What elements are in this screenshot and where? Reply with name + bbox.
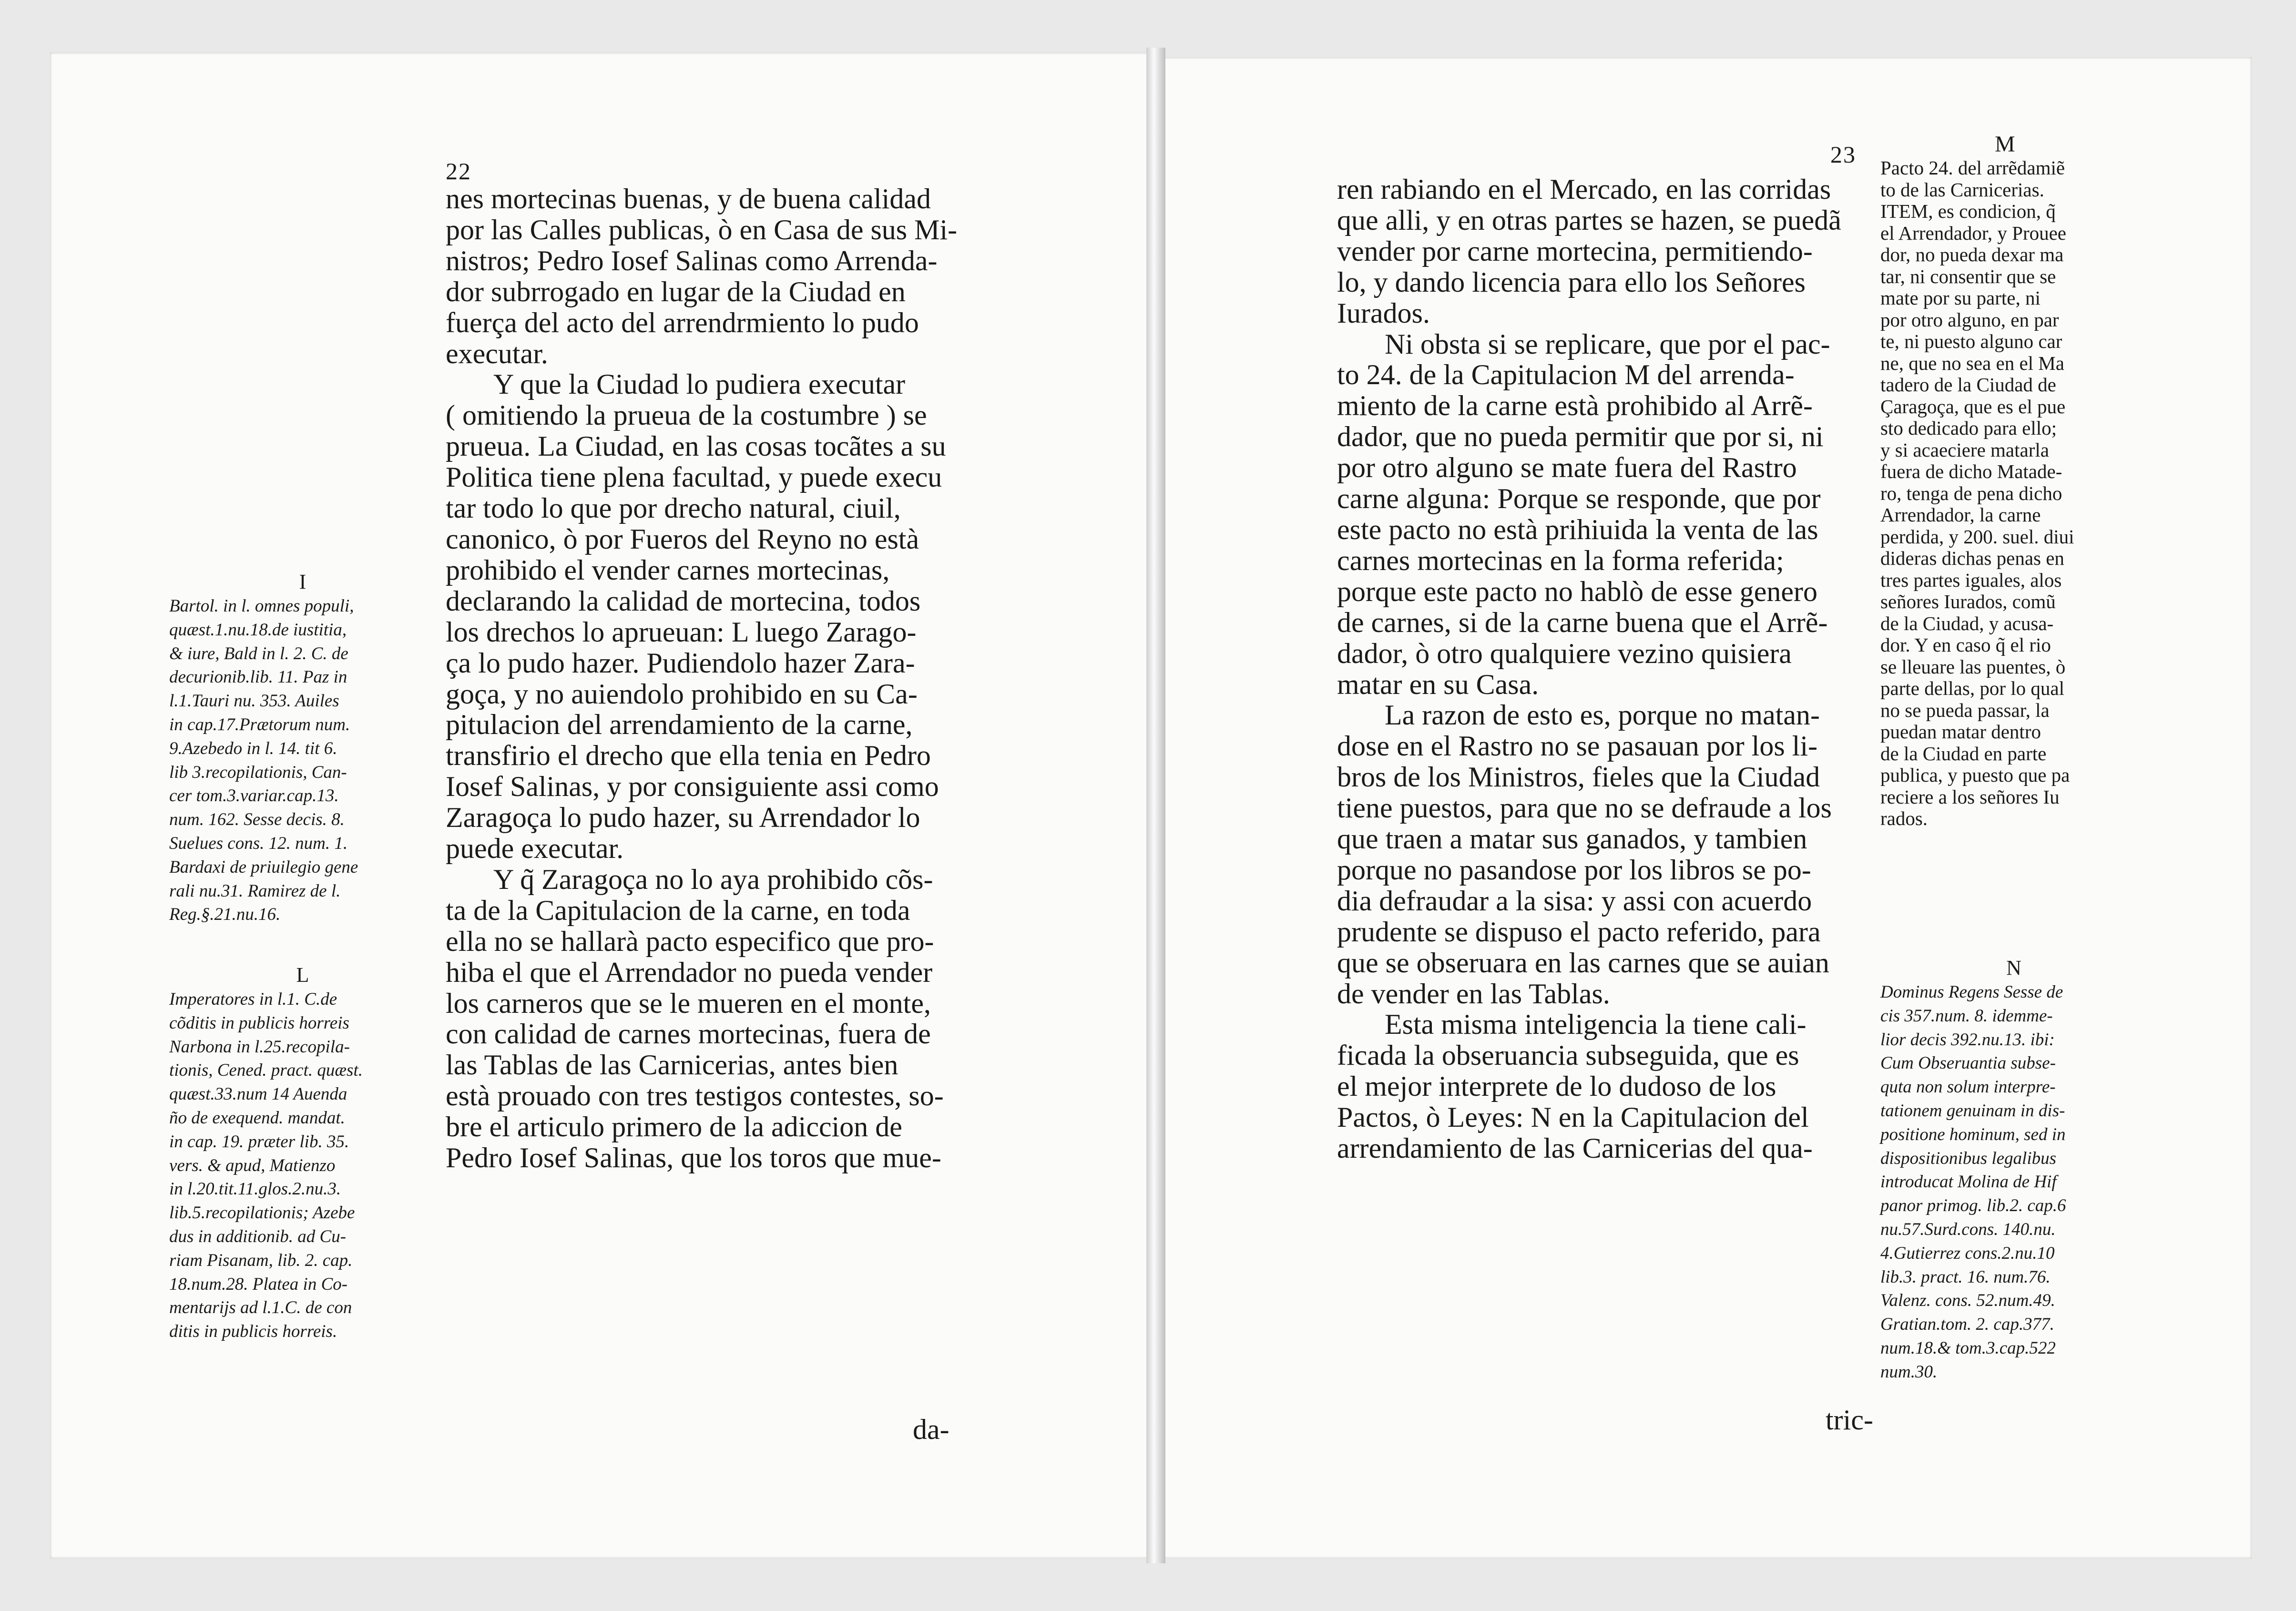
note-line: Çaragoça, que es el pue [1880,395,2066,418]
text-line: dador, que no pueda permitir que por si, ni [1337,421,1824,453]
note-line: no se pueda passar, la [1880,699,2050,721]
text-line: puede executar. [446,833,624,865]
note-line: Imperatores in l.1. C.de [169,989,337,1009]
note-line: Gratian.tom. 2. cap.377. [1880,1315,2054,1335]
note-line: ro, tenga de pena dicho [1880,482,2062,504]
note-line: por otro alguno, en par [1880,308,2059,331]
note-line: in l.20.tit.11.glos.2.nu.3. [169,1179,341,1199]
text-line: canonico, ò por Fueros del Reyno no està [446,523,919,555]
text-line: tar todo lo que por drecho natural, ciuil, [446,492,901,524]
note-line: puedan matar dentro [1880,721,2041,743]
text-line: las Tablas de las Carnicerias, antes bien [446,1049,898,1081]
note-line: mentarijs ad l.1.C. de con [169,1298,352,1318]
note-line: el Arrendador, y Prouee [1880,222,2067,244]
text-line: de carnes, si de la carne buena que el Arrẽ- [1337,606,1828,638]
text-line: està prouado con tres testigos contestes, so- [446,1080,944,1112]
text-line: vender por carne mortecina, permitiendo- [1337,235,1813,267]
note-line: ditis in publicis horreis. [169,1322,337,1342]
right-marginal-note-M [1880,157,2138,830]
left-catchword: da- [913,1414,949,1445]
text-line: que traen a matar sus ganados, y tambien [1337,823,1807,855]
note-line: dideras dichas penas en [1880,547,2064,569]
note-line: dispositionibus legalibus [1880,1148,2057,1168]
note-line: introducat Molina de Hif [1880,1172,2057,1192]
note-line: l.1.Tauri nu. 353. Auiles [169,691,339,711]
note-line: tationem genuinam in dis- [1880,1101,2065,1121]
note-line: Valenz. cons. 52.num.49. [1880,1291,2055,1311]
note-line: num.30. [1880,1362,1938,1382]
note-letter: I [299,570,306,593]
note-line: cer tom.3.variar.cap.13. [169,786,339,806]
text-line: dor subrrogado en lugar de la Ciudad en [446,275,906,307]
note-line: rados. [1880,807,1928,829]
note-line: Bartol. in l. omnes populi, [169,596,354,616]
text-line: los carneros que se le mueren en el monte, [446,987,931,1019]
note-line: Pacto 24. del arrẽdamiẽ [1880,157,2065,179]
text-line: porque este pacto no hablò de esse genero [1337,575,1817,607]
right-catchword: tric- [1826,1404,1873,1436]
text-line: to 24. de la Capitulacion M del arrenda- [1337,359,1795,391]
note-line: Suelues cons. 12. num. 1. [169,833,348,853]
text-line: Politica tiene plena facultad, y puede execu [446,461,942,493]
text-line: dose en el Rastro no se pasauan por los li- [1337,730,1818,762]
right-marginal-note-N [1880,956,2147,1384]
book-gutter [1146,48,1165,1563]
right-signature-mark: M [1995,132,2015,157]
note-line: in cap. 19. præter lib. 35. [169,1132,349,1152]
text-line: dia defraudar a la sisa: y assi con acuerdo [1337,885,1812,917]
note-line: tadero de la Ciudad de [1880,374,2056,396]
text-line: ficada la obseruancia subseguida, que es [1337,1040,1799,1071]
note-line: riam Pisanam, lib. 2. cap. [169,1250,353,1270]
note-line: lior decis 392.nu.13. ibi: [1880,1030,2055,1050]
right-body-text [1337,174,1876,1164]
text-line: Y que la Ciudad lo pudiera executar [493,368,906,400]
note-line: cis 357.num. 8. idemme- [1880,1006,2053,1026]
text-line: los drechos lo aprueuan: L luego Zarago- [446,616,917,648]
note-line: y si acaeciere matarla [1880,438,2049,461]
note-line: perdida, y 200. suel. diui [1880,525,2074,548]
text-line: con calidad de carnes mortecinas, fuera de [446,1018,931,1050]
text-line: prohibido el vender carnes mortecinas, [446,554,890,586]
note-line: vers. & apud, Matienzo [169,1155,336,1175]
note-line: sto dedicado para ello; [1880,417,2057,439]
left-page-number: 22 [446,158,471,184]
text-line: bre el articulo primero de la adiccion de [446,1111,902,1143]
text-line: este pacto no està prihiuida la venta de las [1337,513,1818,545]
text-line: hiba el que el Arrendador no pueda vender [446,956,933,988]
text-line: tiene puestos, para que no se defraude a los [1337,792,1832,824]
note-line: señores Iurados, comũ [1880,591,2056,612]
note-line: ITEM, es condicion, q̃ [1880,200,2056,222]
text-line: nistros; Pedro Iosef Salinas como Arrenda- [446,245,938,276]
text-line: prueua. La Ciudad, en las cosas tocãtes a su [446,430,946,462]
text-line: Ni obsta si se replicare, que por el pac- [1385,328,1830,360]
text-line: ta de la Capitulacion de la carne, en toda [446,894,910,926]
note-letter: N [2006,956,2021,979]
note-line: se lleuare las puentes, ò [1880,655,2066,678]
note-line: Narbona in l.25.recopila- [169,1037,350,1057]
note-line: Reg.§.21.nu.16. [169,905,281,925]
note-line: Arrendador, la carne [1880,504,2041,526]
note-line: quæst.1.nu.18.de iustitia, [169,620,347,640]
note-line: ño de exequend. mandat. [169,1108,345,1128]
note-line: tionis, Cened. pract. quæst. [169,1060,363,1081]
text-line: ren rabiando en el Mercado, en las corridas [1337,173,1831,205]
text-line: pitulacion del arrendamiento de la carne, [446,709,913,741]
note-line: rali nu.31. Ramirez de l. [169,881,341,901]
note-line: & iure, Bald in l. 2. C. de [169,643,348,663]
note-line: mate por su parte, ni [1880,287,2041,309]
text-line: dador, ò otro qualquiere vezino quisiera [1337,637,1792,669]
note-line: num.18.& tom.3.cap.522 [1880,1338,2056,1358]
text-line: el mejor interprete de lo dudoso de los [1337,1071,1776,1102]
text-line: goça, y no auiendolo prohibido en su Ca- [446,678,918,710]
note-line: ne, que no sea en el Ma [1880,352,2064,374]
note-line: fuera de dicho Matade- [1880,460,2062,482]
left-body-text [446,184,970,1173]
note-line: 4.Gutierrez cons.2.nu.10 [1880,1243,2055,1263]
left-marginal-note-I [169,570,436,927]
text-line: Iosef Salinas, y por consiguiente assi como [446,771,939,803]
text-line: porque no pasandose por los libros se po- [1337,854,1811,886]
note-line: dor, no pueda dexar ma [1880,244,2064,265]
note-letter: L [296,963,309,987]
note-line: Bardaxi de priuilegio gene [169,857,358,877]
note-line: panor primog. lib.2. cap.6 [1880,1196,2066,1216]
text-line: bros de los Ministros, fieles que la Ciudad [1337,761,1820,793]
right-page-number: 23 [1830,141,1856,168]
text-line: nes mortecinas buenas, y de buena calidad [446,183,931,214]
text-line: carne alguna: Porque se responde, que por [1337,483,1821,515]
note-line: dor. Y en caso q̃ el rio [1880,634,2051,656]
note-line: dus in additionib. ad Cu- [169,1226,347,1246]
note-line: tres partes iguales, alos [1880,569,2062,591]
note-line: cõditis in publicis horreis [169,1013,349,1033]
text-line: Esta misma inteligencia la tiene cali- [1385,1009,1806,1040]
text-line: carnes mortecinas en la forma referida; [1337,544,1784,576]
text-line: por las Calles publicas, ò en Casa de sus Mi- [446,214,958,245]
note-line: quæst.33.num 14 Auenda [169,1084,347,1104]
text-line: declarando la calidad de mortecina, todos [446,585,921,617]
note-line: te, ni puesto alguno car [1880,330,2062,352]
note-line: num. 162. Sesse decis. 8. [169,810,345,830]
left-marginal-note-L [169,963,436,1344]
text-line: executar. [446,337,548,369]
text-line: ça lo pudo hazer. Pudiendolo hazer Zara- [446,647,915,679]
text-line: Y q̃ Zaragoça no lo aya prohibido cõs- [493,863,933,895]
text-line: Pactos, ò Leyes: N en la Capitulacion del [1337,1101,1809,1133]
note-line: publica, y puesto que pa [1880,764,2070,786]
note-line: de la Ciudad, y acusa- [1880,612,2054,634]
text-line: transfirio el drecho que ella tenia en Pedro [446,740,931,772]
note-line: lib 3.recopilationis, Can- [169,762,347,782]
note-line: decurionib.lib. 11. Paz in [169,667,347,687]
note-line: in cap.17.Prætorum num. [169,714,350,734]
note-line: 9.Azebedo in l. 14. tit 6. [169,738,337,758]
note-line: Cum Obseruantia subse- [1880,1053,2056,1073]
text-line: Iurados. [1337,297,1430,329]
text-line: que se obseruara en las carnes que se auian [1337,947,1829,979]
text-line: de vender en las Tablas. [1337,978,1610,1009]
text-line: miento de la carne està prohibido al Arrẽ- [1337,390,1813,422]
text-line: fuerça del acto del arrendrmiento lo pudo [446,306,919,338]
note-line: Dominus Regens Sesse de [1880,982,2063,1002]
note-line: to de las Carnicerias. [1880,178,2044,201]
note-line: quta non solum interpre- [1880,1077,2056,1097]
text-line: matar en su Casa. [1337,668,1539,700]
note-line: reciere a los señores Iu [1880,785,2060,808]
text-line: que alli, y en otras partes se hazen, se puedã [1337,204,1841,236]
note-line: positione hominum, sed in [1880,1124,2066,1144]
text-line: La razon de esto es, porque no matan- [1385,699,1820,731]
note-line: de la Ciudad en parte [1880,742,2047,765]
note-line: 18.num.28. Platea in Co- [169,1274,348,1294]
text-line: por otro alguno se mate fuera del Rastro [1337,452,1797,484]
text-line: Zaragoça lo pudo hazer, su Arrendador lo [446,802,920,834]
text-line: lo, y dando licencia para ello los Señores [1337,266,1806,298]
note-line: lib.3. pract. 16. num.76. [1880,1267,2051,1287]
text-line: Pedro Iosef Salinas, que los toros que mue- [446,1142,941,1174]
text-line: ( omitiendo la prueua de la costumbre ) se [446,399,927,431]
note-line: tar, ni consentir que se [1880,265,2056,287]
note-line: nu.57.Surd.cons. 140.nu. [1880,1219,2056,1239]
text-line: arrendamiento de las Carnicerias del qua- [1337,1132,1813,1164]
text-line: prudente se dispuso el pacto referido, para [1337,916,1821,948]
note-line: parte dellas, por lo qual [1880,677,2064,699]
note-line: lib.5.recopilationis; Azebe [169,1203,355,1223]
text-line: ella no se hallarà pacto especifico que pro- [446,925,934,957]
